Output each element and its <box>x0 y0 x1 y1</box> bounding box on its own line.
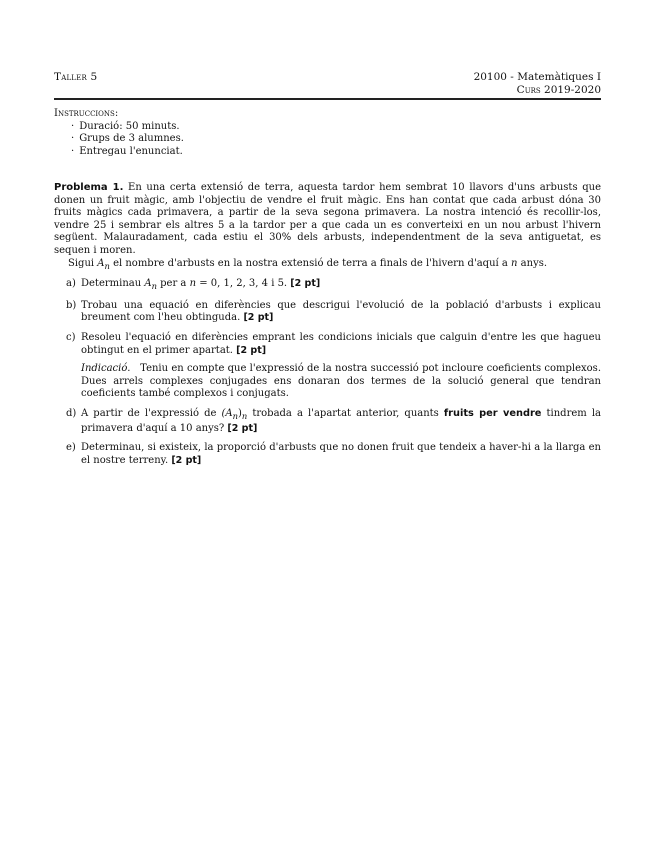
question-label: c) <box>66 331 76 343</box>
problem-definition <box>54 258 601 273</box>
points: [2 pt] <box>171 454 202 466</box>
q-text: A partir de l'expressió de <box>81 407 222 419</box>
points: [2 pt] <box>243 312 274 324</box>
question-d <box>54 408 601 435</box>
var-sub: n <box>241 410 248 421</box>
q-text: tindrem la primavera d'aquí a 10 anys? <box>81 407 601 434</box>
question-label: e) <box>66 442 76 454</box>
subquestions <box>54 278 601 467</box>
hint <box>81 363 601 401</box>
instruction-item: · Grups de 3 alumnes. <box>71 133 601 146</box>
var-sub: n <box>151 281 157 292</box>
question-label: b) <box>66 299 77 311</box>
def-end: anys. <box>517 257 548 269</box>
workshop-title: Taller 5 <box>54 71 98 83</box>
var-A: A <box>97 257 105 269</box>
var-n: n <box>189 278 197 290</box>
question-label: a) <box>66 278 76 290</box>
hint-label: Indicació. <box>81 363 131 375</box>
problem-1 <box>54 182 601 474</box>
q-text: trobada a l'apartat anterior, quants <box>247 407 444 419</box>
question-label: d) <box>66 407 77 419</box>
header-rule <box>54 98 601 100</box>
question-a <box>54 278 601 293</box>
q-text: Determinau, si existeix, la proporció d'arbusts que no donen fruit que tendeix a haver-hi a la llarga en el nostre terreny. <box>81 442 601 466</box>
q-text: Determinau <box>81 278 145 290</box>
expr-close: ) <box>237 407 242 419</box>
question-c <box>54 332 601 401</box>
def-pre: Sigui <box>68 257 98 269</box>
q-text: Resoleu l'equació en diferències emprant les condicions inicials que calguin d'entre les que hagueu obtingut en el primer apartat. <box>81 331 601 356</box>
problem-intro-text: En una certa extensió de terra, aquesta tardor hem sembrat 10 llavors d'uns arbusts que donen un fruit màgic, amb l'objectiu de vendre el fruit màgic. Ens han contat que cada arbust dóna 30 fruits màgics cada primavera, a partir de la seva segona primavera. La nostra intenció és recollir-los, vendre 25 i sembrar els altres 5 a la tardor per a que cada un es converteixi en un nou arbust l'hivern següent. Malauradament, cada estiu el 30% dels arbusts, independentment de la seva antiguetat, es sequen i moren. <box>54 182 601 256</box>
var-A: A <box>144 278 152 290</box>
problem-label: Problema 1. <box>54 182 124 193</box>
instructions-title: Instruccions: <box>54 108 119 119</box>
var-sub: n <box>232 410 238 421</box>
q-text: = 0, 1, 2, 3, 4 i 5. <box>196 278 288 290</box>
problem-intro <box>54 182 601 258</box>
def-post: el nombre d'arbusts en la nostra extensió de terra a finals de l'hivern d'aquí a <box>109 257 512 269</box>
course-year: Curs 2019-2020 <box>516 84 601 96</box>
q-text: per a <box>156 278 190 290</box>
instruction-item: · Entregau l'enunciat. <box>71 146 601 159</box>
page-header <box>54 71 601 97</box>
expr: (A <box>221 407 233 419</box>
instructions <box>54 108 601 158</box>
course-name: 20100 - Matemàtiques I <box>473 71 601 83</box>
question-e <box>54 442 601 467</box>
question-b <box>54 300 601 325</box>
instructions-list <box>54 121 601 159</box>
q-text: Trobau una equació en diferències que descrigui l'evolució de la població d'arbusts i explicau breument com l'heu obtinguda. <box>81 299 601 324</box>
points: [2 pt] <box>290 278 321 290</box>
course-info <box>474 71 601 97</box>
bold-phrase: fruits per vendre <box>443 407 542 419</box>
hint-text: Teniu en compte que l'expressió de la nostra successió pot incloure coeficients complexos. Dues arrels complexes conjugades ens donaran dos termes de la solució general que tendran coeficients també complexos i conjugats. <box>81 363 601 400</box>
points: [2 pt] <box>236 344 267 356</box>
instruction-item: · Duració: 50 minuts. <box>71 121 601 134</box>
var-n: n <box>511 257 518 269</box>
points: [2 pt] <box>227 422 258 434</box>
var-sub: n <box>104 260 110 271</box>
